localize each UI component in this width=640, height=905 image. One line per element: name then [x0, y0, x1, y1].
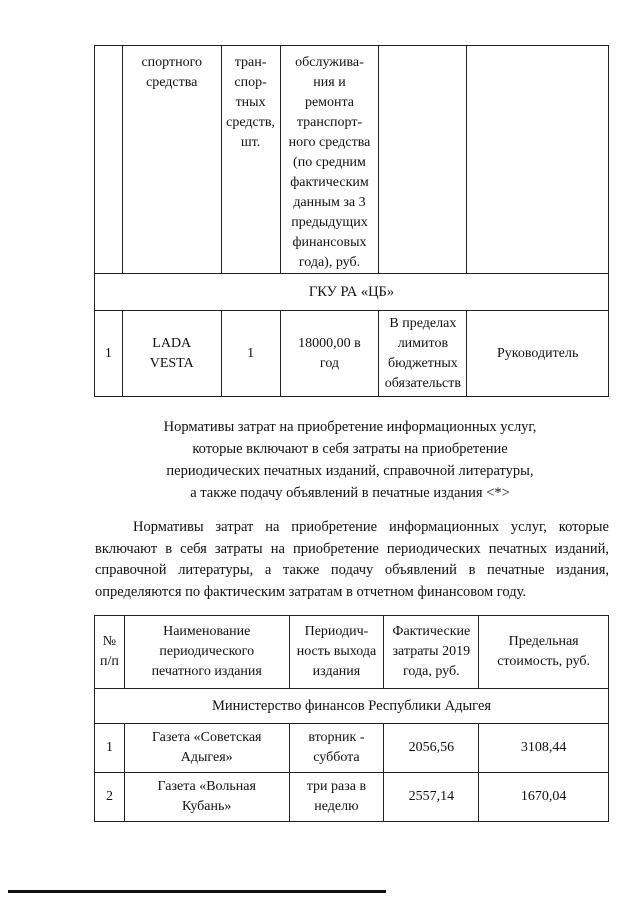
table-row — [95, 773, 609, 822]
table-group-row — [95, 689, 609, 724]
table-cell: 1 — [95, 311, 123, 397]
table-cell: В пределах лимитов бюджетных обязательств — [379, 311, 467, 397]
column-header: № п/п — [95, 616, 125, 689]
table-cell: Газета «Советская Адыгея» — [124, 724, 289, 773]
column-header: Предельная стоимость, руб. — [479, 616, 609, 689]
table-cell: 2 — [95, 773, 125, 822]
table-cell: Газета «Вольная Кубань» — [124, 773, 289, 822]
column-header: Фактические затраты 2019 года, руб. — [384, 616, 479, 689]
header-cell: обслужива- ния и ремонта транспорт- ного средства (по средним фактическим данным за 3 предыдущих финансовых года), руб. — [280, 46, 379, 274]
header-cell — [379, 46, 467, 274]
table-cell: 1670,04 — [479, 773, 609, 822]
table-cell: 1 — [95, 724, 125, 773]
header-cell: спортного средства — [122, 46, 221, 274]
group-label: ГКУ РА «ЦБ» — [95, 274, 609, 311]
scan-edge-line — [8, 890, 386, 893]
information-services-table — [94, 615, 609, 822]
table-cell: 1 — [221, 311, 280, 397]
group-label: Министерство финансов Республики Адыгея — [95, 689, 609, 724]
transport-norms-table — [94, 45, 609, 397]
table-row — [95, 311, 609, 397]
column-header: Периодич- ность выхода издания — [289, 616, 384, 689]
table-group-row — [95, 274, 609, 311]
table-header-row — [95, 616, 609, 689]
table-cell: LADA VESTA — [122, 311, 221, 397]
header-cell: тран- спор- тных средств, шт. — [221, 46, 280, 274]
table-cell: 18000,00 в год — [280, 311, 379, 397]
table-cell: 2056,56 — [384, 724, 479, 773]
header-cell — [95, 46, 123, 274]
table-cell: Руководитель — [467, 311, 609, 397]
header-cell — [467, 46, 609, 274]
table-cell: 2557,14 — [384, 773, 479, 822]
table-row — [95, 724, 609, 773]
body-paragraph: Нормативы затрат на приобретение информационных услуг, которые включают в себя затраты на приобретение периодических печатных изданий, справочной литературы, а также подачу объявлений в печатные издания, определяются по фактическим затратам в отчетном финансовом году. — [95, 519, 609, 600]
column-header: Наименование периодического печатного издания — [124, 616, 289, 689]
table-cell: вторник - суббота — [289, 724, 384, 773]
table-header-continuation — [95, 46, 609, 274]
table-cell: три раза в неделю — [289, 773, 384, 822]
table-cell: 3108,44 — [479, 724, 609, 773]
section-heading: Нормативы затрат на приобретение информационных услуг, которые включают в себя затраты на приобретение периодических печатных изданий, справочной литературы, а также подачу объявлений в печатные издания <*> — [163, 419, 537, 501]
